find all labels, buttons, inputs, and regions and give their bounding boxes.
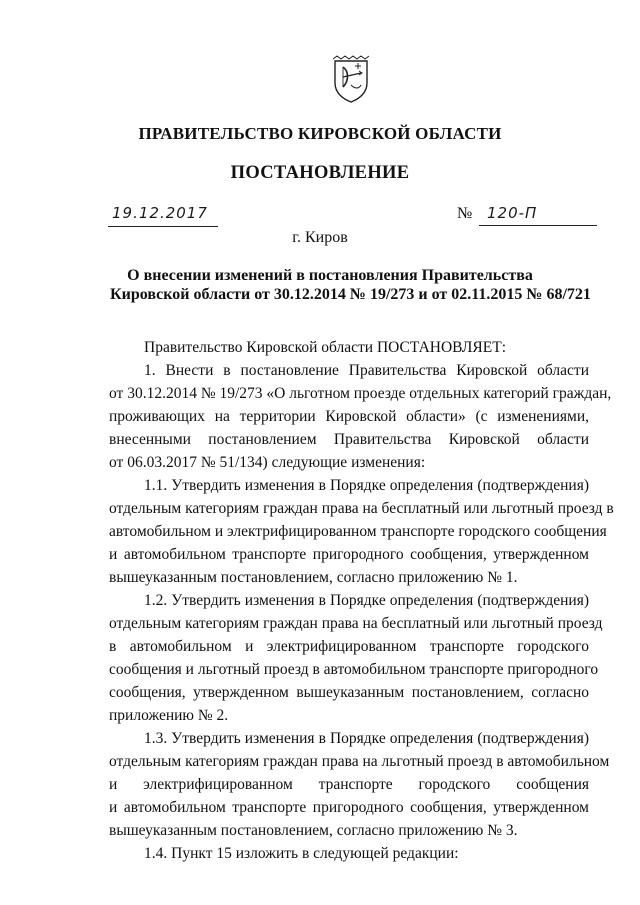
body-line: отдельным категориям граждан права на бесплатный или льготный проезд в (109, 500, 614, 517)
body-line: сообщения и льготный проезд в автомобильном транспорте пригородного (109, 661, 599, 678)
body-line: 1.1. Утвердить изменения в Порядке определения (подтверждения) (144, 477, 589, 494)
document-body (109, 336, 614, 865)
body-line: от 30.12.2014 № 19/273 «О льготном проезде отдельных категорий граждан, (109, 385, 612, 402)
body-line: Правительство Кировской области ПОСТАНОВЛЯЕТ: (144, 339, 507, 356)
number-sign: № (457, 205, 473, 222)
number-field (457, 204, 597, 226)
date-field (108, 204, 218, 227)
subject-line: О внесении изменений в постановления Правительства (127, 267, 533, 284)
body-line: 1.4. Пункт 15 изложить в следующей редакции: (144, 845, 459, 862)
body-line: 1.3. Утвердить изменения в Порядке определения (подтверждения) (144, 730, 589, 747)
body-line: 1.2. Утвердить изменения в Порядке определения (подтверждения) (144, 592, 589, 609)
city-name: г. Киров (292, 229, 348, 246)
body-line: сообщения, утвержденном вышеуказанным постановлением, согласно (109, 684, 589, 701)
body-line: вышеуказанным постановлением, согласно приложению № 3. (109, 822, 518, 839)
body-line: отдельным категориям граждан права на льготный проезд в автомобильном (109, 753, 610, 770)
government-title: ПРАВИТЕЛЬСТВО КИРОВСКОЙ ОБЛАСТИ (138, 124, 502, 143)
body-line: и автомобильном транспорте пригородного сообщения, утвержденном (109, 799, 589, 816)
handwritten-date: 19.12.2017 (112, 204, 208, 222)
body-line: в автомобильном и электрифицированном транспорте городского (109, 638, 589, 655)
handwritten-number: 120-П (487, 204, 538, 222)
body-line: внесенными постановлением Правительства Кировской области (109, 431, 589, 448)
body-line: и автомобильном транспорте пригородного сообщения, утвержденном (109, 546, 589, 563)
body-line: от 06.03.2017 № 51/134) следующие изменения: (109, 454, 426, 471)
body-line: проживающих на территории Кировской области» (с изменениями, (109, 408, 589, 425)
document-subject (110, 266, 591, 304)
body-line: отдельным категориям граждан права на бесплатный или льготный проезд (109, 615, 603, 632)
number-underline (479, 225, 597, 226)
body-line: и электрифицированном транспорте городского сообщения (109, 776, 589, 793)
subject-line: Кировской области от 30.12.2014 № 19/273 и от 02.11.2015 № 68/721 (110, 286, 591, 303)
document-type: ПОСТАНОВЛЕНИЕ (230, 163, 410, 183)
body-line: 1. Внести в постановление Правительства Кировской области (144, 362, 589, 379)
body-line: автомобильном и электрифицированном транспорте городского сообщения (109, 523, 607, 540)
body-line: приложению № 2. (109, 707, 229, 724)
body-line: вышеуказанным постановлением, согласно приложению № 1. (109, 569, 518, 586)
coat-of-arms-icon (331, 55, 371, 103)
